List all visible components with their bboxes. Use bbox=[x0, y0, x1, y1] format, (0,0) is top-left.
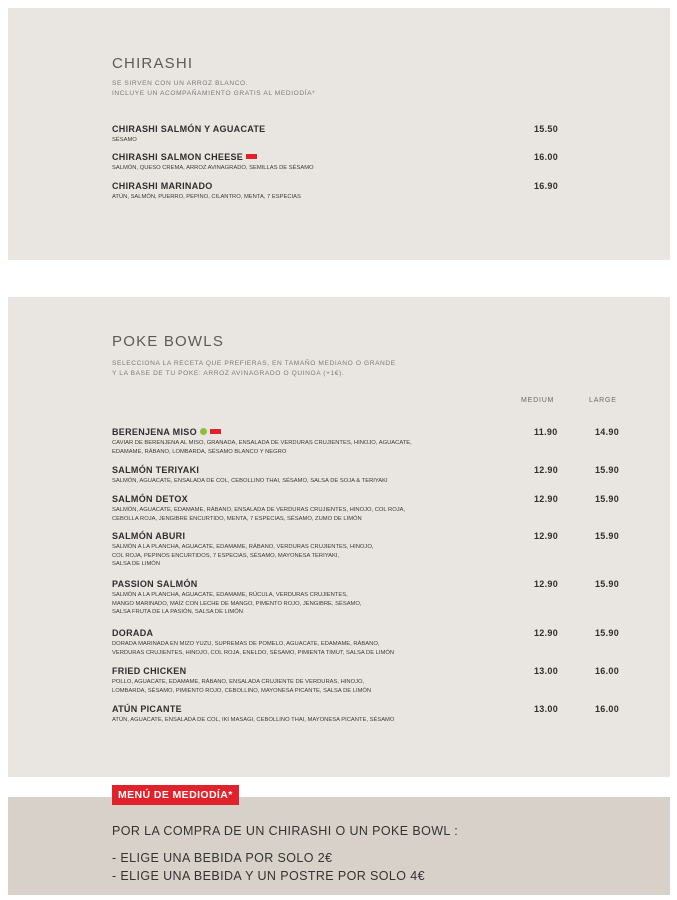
item-price-medium: 12.90 bbox=[534, 465, 559, 475]
new-badge-icon bbox=[210, 429, 221, 434]
menu-item-dorada bbox=[112, 628, 632, 657]
item-description: ATÚN, SALMÓN, PUERRO, PEPINO, CILANTRO, MENTA, 7 ESPECIAS bbox=[112, 194, 301, 200]
item-price: 16.90 bbox=[534, 181, 559, 191]
menu-item-atun-picante bbox=[112, 704, 632, 725]
item-price-medium: 12.90 bbox=[534, 531, 559, 541]
item-description bbox=[112, 678, 452, 695]
item-price-medium: 12.90 bbox=[534, 579, 559, 589]
menu-item-passion-salmon bbox=[112, 579, 632, 617]
desc-line: SALMÓN A LA PLANCHA, AGUACATE, EDAMAME, RÚCULA, VERDURAS CRUJIENTES, bbox=[112, 592, 348, 598]
chirashi-title: CHIRASHI bbox=[112, 55, 194, 72]
item-name: SALMÓN DETOX bbox=[112, 494, 188, 504]
item-description bbox=[112, 506, 452, 523]
desc-line: VERDURAS CRUJIENTES, HINOJO, COL ROJA, ENELDO, SÉSAMO, PIMIENTA TIMUT, SALSA DE LIMÓN bbox=[112, 649, 395, 656]
desc-line: SALSA FRUTA DE LA PASIÓN, SALSA DE LIMÓN bbox=[112, 609, 243, 616]
item-price-medium: 12.90 bbox=[534, 494, 559, 504]
chirashi-subtitle-line2: INCLUYE UN ACOMPAÑAMIENTO GRATIS AL MEDIODÍA* bbox=[112, 89, 316, 97]
desc-line: MANGO MARINADO, MAÍZ CON LECHE DE MANGO, PIMENTO ROJO, JENGIBRE, SÉSAMO, bbox=[112, 600, 362, 607]
leaf-icon bbox=[200, 428, 207, 435]
item-description bbox=[112, 640, 452, 657]
desc-line: LOMBARDA, SÉSAMO, PIMIENTO ROJO, CEBOLLINO, MAYONESA PICANTE, SALSA DE LIMÓN bbox=[112, 687, 372, 694]
menu-item-salmon-aburi bbox=[112, 531, 632, 569]
item-name: FRIED CHICKEN bbox=[112, 666, 187, 676]
menu-item-berenjena-miso bbox=[112, 427, 632, 456]
poke-subtitle-line2: Y LA BASE DE TU POKE: ARROZ AVINAGRADO O QUINOA (+1€). bbox=[112, 369, 345, 377]
item-description bbox=[112, 716, 452, 725]
item-name: ATÚN PICANTE bbox=[112, 704, 182, 714]
poke-title: POKE BOWLS bbox=[112, 333, 225, 350]
lunch-menu-line3: - ELIGE UNA BEBIDA Y UN POSTRE POR SOLO 4€ bbox=[112, 869, 425, 883]
item-price-large: 16.00 bbox=[595, 704, 620, 714]
desc-line: EDAMAME, RÁBANO, LOMBARDA, SÉSAMO BLANCO Y NEGRO bbox=[112, 448, 287, 455]
item-name: SALMÓN ABURI bbox=[112, 531, 186, 541]
menu-item-chirashi-salmon-cheese bbox=[112, 152, 632, 173]
poke-subtitle-line1: SELECCIONA LA RECETA QUE PREFIERAS, EN TAMAÑO MEDIANO O GRANDE bbox=[112, 360, 396, 367]
poke-bowls-section bbox=[8, 297, 670, 777]
item-price: 16.00 bbox=[534, 152, 559, 162]
desc-line: ATÚN, AGUACATE, ENSALADA DE COL, IKI MASAGI, CEBOLLINO THAI, MAYONESA PICANTE, SÉSAMO bbox=[112, 717, 395, 723]
item-name: CHIRASHI SALMON CHEESE bbox=[112, 152, 244, 162]
chirashi-section bbox=[8, 8, 670, 260]
desc-line: CEBOLLA ROJA, JENGIBRE ENCURTIDO, MENTA, 7 ESPECIAS, SÉSAMO, ZUMO DE LIMÓN bbox=[112, 515, 362, 522]
item-name: BERENJENA MISO bbox=[112, 427, 197, 437]
item-price-large: 16.00 bbox=[595, 666, 620, 676]
item-price-medium: 12.90 bbox=[534, 628, 559, 638]
lunch-menu-section bbox=[8, 789, 670, 895]
item-price-large: 15.90 bbox=[595, 579, 620, 589]
lunch-menu-line1: POR LA COMPRA DE UN CHIRASHI O UN POKE BOWL : bbox=[112, 824, 459, 838]
item-name: CHIRASHI SALMÓN Y AGUACATE bbox=[112, 124, 266, 134]
column-header-medium: MEDIUM bbox=[521, 397, 555, 404]
menu-item-salmon-teriyaki bbox=[112, 465, 632, 486]
lunch-menu-line2: - ELIGE UNA BEBIDA POR SOLO 2€ bbox=[112, 851, 333, 865]
item-description bbox=[112, 591, 452, 617]
item-description: SALMÓN, QUESO CREMA, ARROZ AVINAGRADO, SEMILLAS DE SÉSAMO bbox=[112, 165, 314, 171]
desc-line: DORADA MARINADA EN MIZO YUZU, SUPREMAS DE POMELO, AGUACATE, EDAMAME, RÁBANO, bbox=[112, 641, 380, 647]
item-price-large: 15.90 bbox=[595, 494, 620, 504]
item-price-medium: 13.00 bbox=[534, 704, 559, 714]
menu-item-chirashi-marinado bbox=[112, 181, 632, 202]
item-name: SALMÓN TERIYAKI bbox=[112, 465, 200, 475]
item-price-large: 14.90 bbox=[595, 427, 620, 437]
menu-item-fried-chicken bbox=[112, 666, 632, 695]
item-description bbox=[112, 439, 452, 456]
menu-item-chirashi-salmon-aguacate bbox=[112, 124, 632, 145]
item-price-large: 15.90 bbox=[595, 531, 620, 541]
desc-line: SALMÓN A LA PLANCHA, AGUACATE, EDAMAME, RÁBANO, VERDURAS CRUJIENTES, HINOJO, bbox=[112, 544, 374, 550]
desc-line: POLLO, AGUACATE, EDAMAME, RÁBANO, ENSALADA CRUJIENTE DE VERDURAS, HINOJO, bbox=[112, 679, 365, 685]
item-name: DORADA bbox=[112, 628, 154, 638]
desc-line: COL ROJA, PEPINOS ENCURTIDOS, 7 ESPECIAS, SÉSAMO, MAYONESA TERIYAKI, bbox=[112, 552, 340, 559]
item-description bbox=[112, 477, 452, 486]
desc-line: SALMÓN, AGUACATE, EDAMAME, RÁBANO, ENSALADA DE VERDURAS CRUJIENTES, HINOJO, COL ROJA, bbox=[112, 507, 406, 513]
item-description bbox=[112, 543, 452, 569]
desc-line: SALSA DE LIMÓN bbox=[112, 561, 161, 568]
item-price-medium: 11.90 bbox=[534, 427, 558, 437]
lunch-menu-tag: MENÚ DE MEDIODÍA* bbox=[112, 785, 239, 805]
item-description: SÉSAMO bbox=[112, 137, 137, 143]
chirashi-subtitle bbox=[112, 79, 315, 98]
item-price-large: 15.90 bbox=[595, 465, 620, 475]
item-price: 15.50 bbox=[534, 124, 559, 134]
new-badge-icon bbox=[246, 154, 257, 159]
item-price-medium: 13.00 bbox=[534, 666, 559, 676]
desc-line: CAVIAR DE BERENJENA AL MISO, GRANADA, ENSALADA DE VERDURAS CRUJIENTES, HINOJO, AGUACATE, bbox=[112, 440, 412, 446]
poke-subtitle bbox=[112, 359, 396, 378]
item-price-large: 15.90 bbox=[595, 628, 620, 638]
desc-line: SALMÓN, AGUACATE, ENSALADA DE COL, CEBOLLINO THAI, SÉSAMO, SALSA DE SOJA & TERIYAKI bbox=[112, 478, 388, 484]
item-name: PASSION SALMÓN bbox=[112, 579, 198, 589]
menu-item-salmon-detox bbox=[112, 494, 632, 523]
column-header-large: LARGE bbox=[589, 397, 617, 404]
item-name: CHIRASHI MARINADO bbox=[112, 181, 213, 191]
chirashi-subtitle-line1: SE SIRVEN CON UN ARROZ BLANCO. bbox=[112, 80, 249, 87]
